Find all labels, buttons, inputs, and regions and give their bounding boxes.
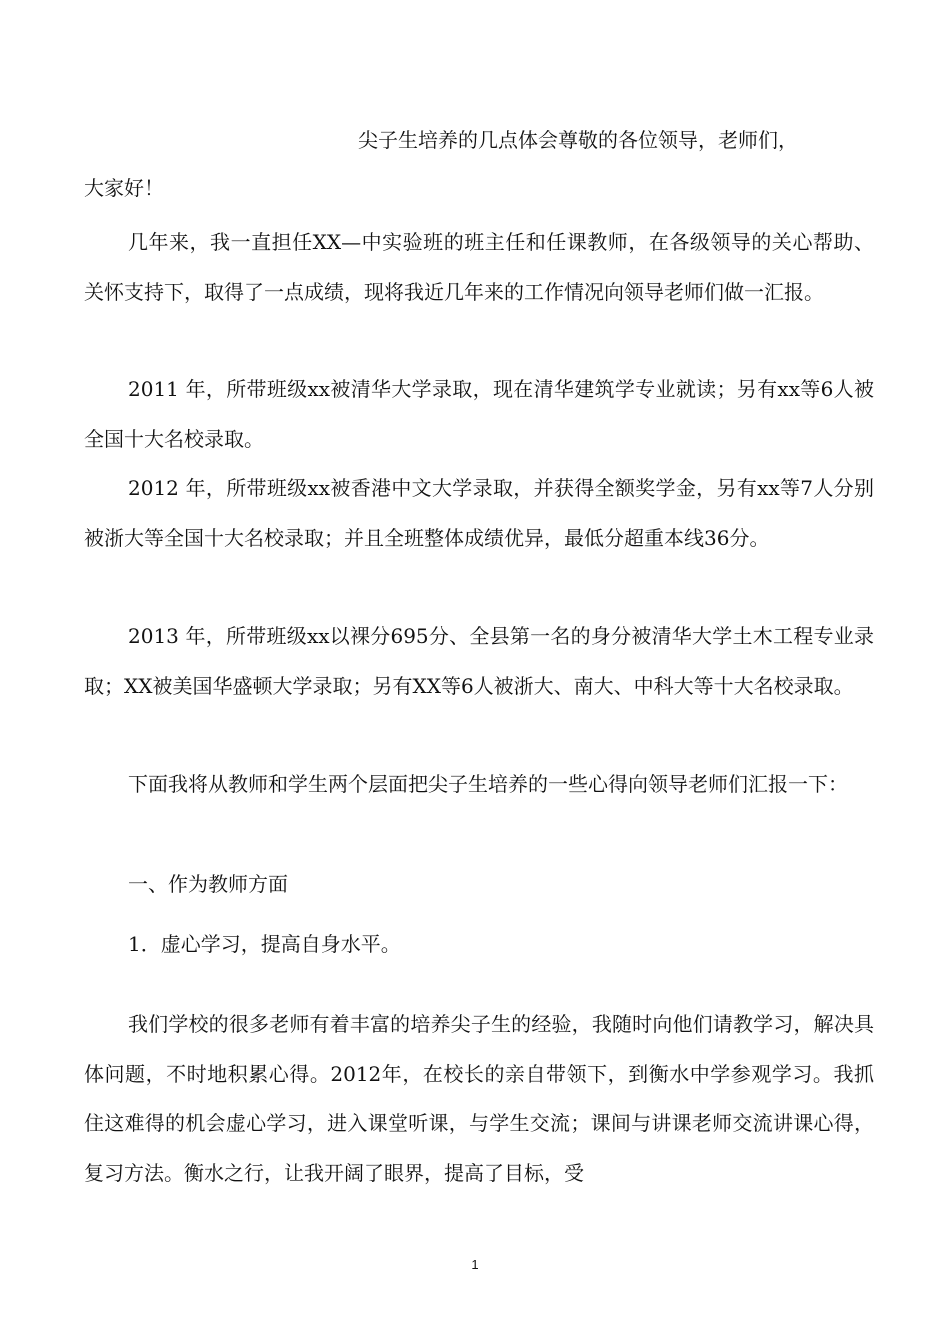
paragraph-2011: 2011 年，所带班级xx被清华大学录取，现在清华建筑学专业就读；另有xx等6人被全国十大名校录取。 [84, 377, 874, 451]
section-heading: 一、作为教师方面 [128, 872, 288, 896]
greeting: 大家好！ [84, 176, 164, 200]
paragraph-intro: 几年来，我一直担任XX—中实验班的班主任和任课教师，在各级领导的关心帮助、关怀支持下，取得了一点成绩，现将我近几年来的工作情况向领导老师们做一汇报。 [84, 230, 874, 304]
paragraph-learning: 我们学校的很多老师有着丰富的培养尖子生的经验，我随时向他们请教学习，解决具体问题，不时地积累心得。2012年，在校长的亲自带领下，到衡水中学参观学习。我抓住这难得的机会虚心学习，进入课堂听课，与学生交流；课间与讲课老师交流讲课心得，复习方法。衡水之行，让我开阔了眼界，提高了目标，受 [84, 1012, 874, 1185]
paragraph-2013: 2013 年，所带班级xx以裸分695分、全县第一名的身分被清华大学土木工程专业录取；XX被美国华盛顿大学录取；另有XX等6人被浙大、南大、中科大等十大名校录取。 [84, 624, 874, 698]
subsection-heading: 1．虚心学习，提高自身水平。 [128, 932, 401, 956]
page-number: 1 [471, 1257, 479, 1272]
paragraph-transition: 下面我将从教师和学生两个层面把尖子生培养的一些心得向领导老师们汇报一下： [128, 772, 848, 796]
document-title-line: 尖子生培养的几点体会尊敬的各位领导，老师们， [358, 128, 798, 152]
paragraph-2012: 2012 年，所带班级xx被香港中文大学录取，并获得全额奖学金，另有xx等7人分别被浙大等全国十大名校录取；并且全班整体成绩优异，最低分超重本线36分。 [84, 476, 874, 550]
